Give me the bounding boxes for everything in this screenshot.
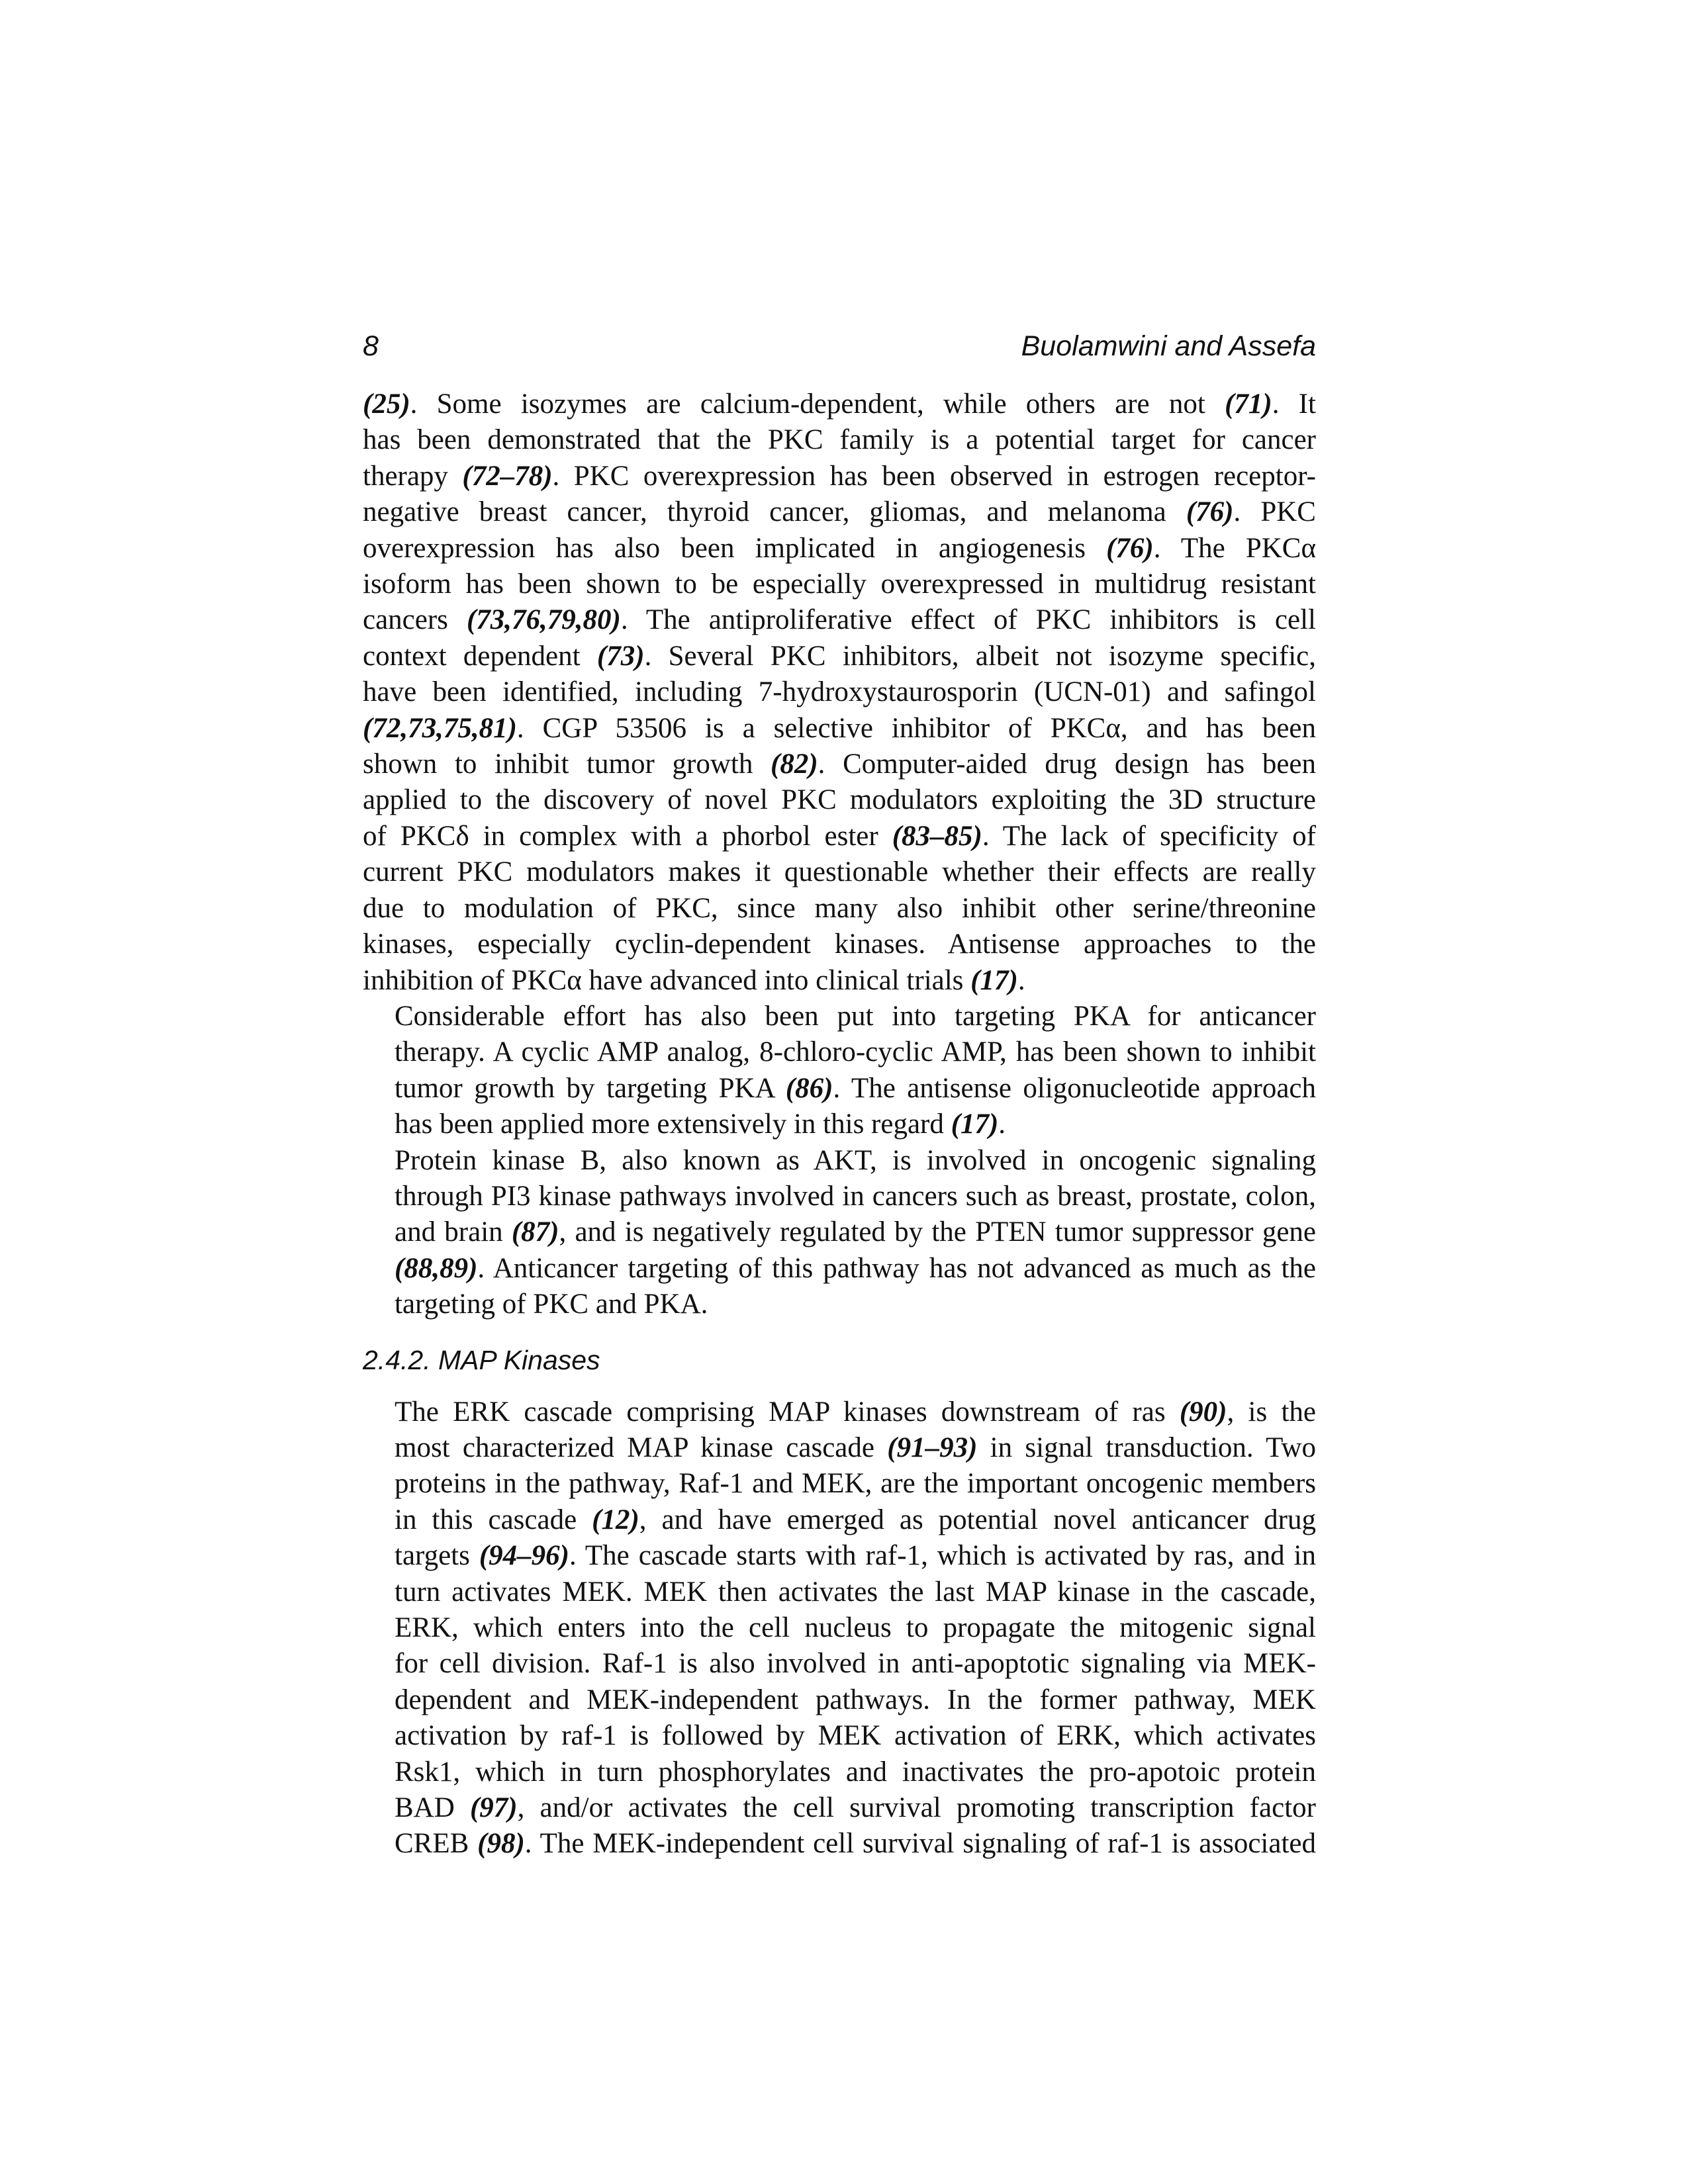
text-run: inhibition of PKCα have advanced into clinical trials	[363, 964, 971, 996]
text-run: and brain	[395, 1216, 512, 1248]
citation-ref: (73,76,79,80)	[466, 604, 621, 636]
running-head-authors: Buolamwini and Assefa	[1021, 330, 1316, 362]
text-run: . Anticancer targeting of this pathway has not advanced as much as the	[477, 1252, 1316, 1284]
page-number: 8	[363, 330, 379, 362]
text-run: has been applied more extensively in this regard	[395, 1109, 951, 1140]
text-line	[363, 1682, 1316, 1718]
text-run: activation by raf-1 is followed by MEK activation of ERK, which activates	[395, 1720, 1316, 1752]
running-head	[363, 326, 1316, 367]
text-run: . PKC overexpression has been observed in estrogen receptor-	[552, 460, 1316, 492]
text-run: . Computer-aided drug design has been	[818, 749, 1316, 780]
citation-ref: (17)	[970, 964, 1018, 996]
citation-ref: (12)	[592, 1504, 639, 1535]
text-run: in signal transduction. Two	[977, 1432, 1316, 1463]
text-run: applied to the discovery of novel PKC modulators exploiting the 3D structure	[363, 784, 1316, 816]
text-line	[363, 422, 1316, 458]
text-run: targets	[395, 1540, 479, 1572]
text-run: . The PKCα	[1153, 532, 1316, 564]
citation-ref: (86)	[785, 1072, 833, 1104]
book-page	[363, 326, 1316, 1862]
text-run: . The antiproliferative effect of PKC inhibitors is cell	[620, 604, 1316, 636]
paragraph	[363, 1394, 1316, 1862]
text-run: targeting of PKC and PKA.	[395, 1289, 708, 1320]
text-line	[363, 531, 1316, 567]
text-line	[363, 1718, 1316, 1754]
text-line	[363, 891, 1316, 927]
text-line	[363, 1071, 1316, 1107]
citation-ref: (88,89)	[395, 1252, 478, 1284]
citation-ref: (90)	[1179, 1396, 1227, 1428]
text-line	[363, 1538, 1316, 1574]
text-run: proteins in the pathway, Raf-1 and MEK, are the important oncogenic members	[395, 1468, 1316, 1500]
text-run: .	[1017, 964, 1025, 996]
text-run: in this cascade	[395, 1504, 592, 1535]
text-run: , and have emerged as potential novel anticancer drug	[639, 1504, 1316, 1535]
text-line	[363, 1251, 1316, 1287]
text-run: BAD	[395, 1792, 470, 1824]
citation-ref: (94–96)	[479, 1540, 569, 1572]
text-run: therapy. A cyclic AMP analog, 8-chloro-cyclic AMP, has been shown to inhibit	[395, 1036, 1316, 1068]
text-run: . It	[1272, 388, 1316, 420]
text-line	[363, 1179, 1316, 1214]
text-run: current PKC modulators makes it questionable whether their effects are really	[363, 856, 1316, 888]
text-run: most characterized MAP kinase cascade	[395, 1432, 888, 1463]
body-text	[363, 387, 1316, 1862]
citation-ref: (72,73,75,81)	[363, 712, 517, 744]
text-line	[363, 963, 1316, 999]
text-line	[363, 1143, 1316, 1179]
text-line	[363, 927, 1316, 962]
text-run: . PKC	[1233, 496, 1316, 528]
text-line	[363, 1826, 1316, 1862]
citation-ref: (97)	[469, 1792, 518, 1824]
text-run: Protein kinase B, also known as AKT, is involved in oncogenic signaling	[395, 1144, 1316, 1176]
section-paragraphs	[363, 1394, 1316, 1862]
citation-ref: (17)	[951, 1109, 999, 1140]
text-run: due to modulation of PKC, since many also inhibit other serine/threonine	[363, 892, 1316, 924]
paragraph	[363, 387, 1316, 999]
citation-ref: (91–93)	[887, 1432, 978, 1463]
text-run: context dependent	[363, 640, 597, 672]
text-run: . Some isozymes are calcium-dependent, while others are not	[410, 388, 1225, 420]
text-line	[363, 567, 1316, 602]
text-line	[363, 602, 1316, 638]
text-run: dependent and MEK-independent pathways. In the former pathway, MEK	[395, 1684, 1316, 1715]
text-line	[363, 1214, 1316, 1250]
text-run: tumor growth by targeting PKA	[395, 1072, 786, 1104]
paragraph	[363, 1143, 1316, 1323]
text-line	[363, 747, 1316, 782]
text-line	[363, 459, 1316, 494]
text-run: kinases, especially cyclin-dependent kinases. Antisense approaches to the	[363, 929, 1316, 960]
citation-ref: (82)	[771, 749, 818, 780]
text-line	[363, 999, 1316, 1034]
citation-ref: (76)	[1106, 532, 1154, 564]
text-run: Rsk1, which in turn phosphorylates and inactivates the pro-apotoic protein	[395, 1756, 1316, 1788]
text-line	[363, 1394, 1316, 1430]
citation-ref: (76)	[1186, 496, 1234, 528]
text-line	[363, 819, 1316, 854]
text-line	[363, 639, 1316, 674]
text-line	[363, 674, 1316, 710]
text-run: CREB	[395, 1828, 478, 1860]
text-run: have been identified, including 7-hydroxystaurosporin (UCN-01) and safingol	[363, 676, 1316, 708]
text-run: therapy	[363, 460, 463, 492]
text-run: . CGP 53506 is a selective inhibitor of PKCα, and has been	[516, 712, 1316, 744]
text-line	[363, 1574, 1316, 1610]
text-line	[363, 782, 1316, 818]
citation-ref: (87)	[511, 1216, 559, 1248]
text-run: for cell division. Raf-1 is also involved in anti-apoptotic signaling via MEK-	[395, 1648, 1316, 1680]
text-run: , and is negatively regulated by the PTEN tumor suppressor gene	[559, 1216, 1316, 1248]
text-line	[363, 1034, 1316, 1070]
text-run: has been demonstrated that the PKC family is a potential target for cancer	[363, 424, 1316, 456]
text-run: overexpression has also been implicated in angiogenesis	[363, 532, 1107, 564]
text-run: cancers	[363, 604, 467, 636]
text-run: through PI3 kinase pathways involved in cancers such as breast, prostate, colon,	[395, 1180, 1316, 1212]
citation-ref: (72–78)	[462, 460, 553, 492]
text-line	[363, 1107, 1316, 1142]
text-run: The ERK cascade comprising MAP kinases downstream of ras	[395, 1396, 1180, 1428]
text-line	[363, 1466, 1316, 1502]
text-line	[363, 1754, 1316, 1790]
section-heading: 2.4.2. MAP Kinases	[363, 1344, 600, 1375]
text-run: .	[998, 1109, 1006, 1140]
text-run: negative breast cancer, thyroid cancer, gliomas, and melanoma	[363, 496, 1186, 528]
text-line	[363, 1502, 1316, 1538]
text-run: . The lack of specificity of	[982, 820, 1316, 852]
text-run: . The MEK-independent cell survival signaling of raf-1 is associated	[524, 1828, 1317, 1860]
text-line	[363, 1646, 1316, 1682]
citation-ref: (25)	[363, 388, 410, 420]
paragraph	[363, 999, 1316, 1143]
text-run: ERK, which enters into the cell nucleus to propagate the mitogenic signal	[395, 1612, 1316, 1643]
text-run: of PKCδ in complex with a phorbol ester	[363, 820, 892, 852]
text-run: . Several PKC inhibitors, albeit not isozyme specific,	[644, 640, 1316, 672]
citation-ref: (98)	[477, 1828, 525, 1860]
text-line	[363, 1287, 1316, 1322]
text-line	[363, 711, 1316, 747]
citation-ref: (83–85)	[892, 820, 982, 852]
text-line	[363, 1430, 1316, 1466]
text-line	[363, 387, 1316, 422]
text-line	[363, 494, 1316, 530]
paragraphs-before-section	[363, 387, 1316, 1323]
text-run: turn activates MEK. MEK then activates the last MAP kinase in the cascade,	[395, 1576, 1316, 1608]
text-run: . The cascade starts with raf-1, which is activated by ras, and in	[569, 1540, 1316, 1572]
text-line	[363, 1790, 1316, 1826]
text-run: . The antisense oligonucleotide approach	[833, 1072, 1316, 1104]
text-run: , is the	[1227, 1396, 1317, 1428]
text-line	[363, 1610, 1316, 1646]
citation-ref: (73)	[596, 640, 645, 672]
text-line	[363, 854, 1316, 890]
text-run: isoform has been shown to be especially overexpressed in multidrug resistant	[363, 569, 1316, 600]
citation-ref: (71)	[1225, 388, 1272, 420]
text-run: Considerable effort has also been put into targeting PKA for anticancer	[395, 1000, 1316, 1032]
text-run: , and/or activates the cell survival promoting transcription factor	[517, 1792, 1316, 1824]
text-run: shown to inhibit tumor growth	[363, 749, 771, 780]
